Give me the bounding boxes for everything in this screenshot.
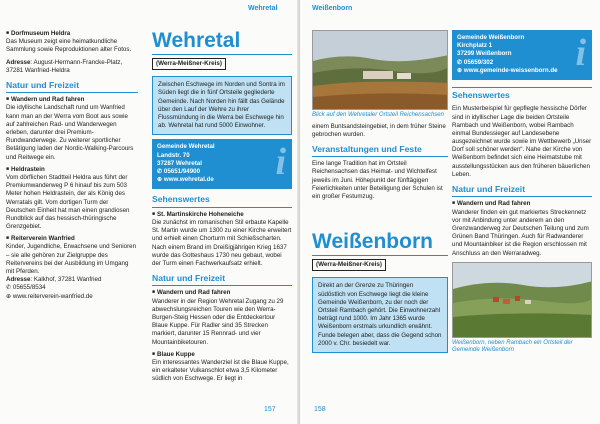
page-number-left: 157	[264, 406, 276, 413]
section-heading-nature: Natur und Freizeit	[452, 184, 592, 197]
info-icon: i	[275, 141, 286, 184]
info-icon: i	[575, 32, 586, 74]
photo-caption: Weißenborn, neben Rambach ein Ortsteil der Gemeinde Weißenborn	[452, 339, 573, 354]
contact-name: Gemeinde Weißenborn	[457, 34, 525, 41]
section-heading-sights: Sehenswertes	[452, 87, 592, 102]
left-col-1	[6, 30, 138, 301]
kuppe-title: ■ Blaue Kuppe	[152, 351, 292, 359]
phone-icon: ✆	[457, 58, 464, 66]
address-value: : Kalkhof, 37281 Wanfried	[30, 276, 102, 284]
region-label: (Werra-Meißner-Kreis)	[152, 58, 226, 70]
contact-box	[452, 30, 592, 80]
contact-name: Gemeinde Wehretal	[157, 143, 215, 151]
running-head-right: Weißenborn	[312, 5, 353, 12]
riding-address	[6, 276, 138, 284]
landscape-image	[313, 31, 448, 110]
right-col-1	[312, 30, 448, 353]
spacer	[312, 205, 448, 231]
section-heading-nature: Natur und Freizeit	[6, 80, 138, 93]
page-number-right: 158	[314, 406, 326, 413]
intro-continued: einem Buntsandsteingebiet, in dem früher Steine gebrochen wurden.	[312, 122, 446, 138]
contact-box	[152, 139, 292, 189]
hiking-text: Wanderer in der Region Wehretal Zugang zu 29 abwechslungsreichen Touren wie den Werra-Burgen-Steig Hessen oder die Entdeckertour Blaue Kuppe. Für Radler sind 35 Strecken markiert, darunter 15 Rennrad- und vier Mountainbiketouren.	[152, 297, 284, 346]
hiking-title: ■ Wandern und Rad fahren	[452, 200, 592, 208]
sights-text: Ein Musterbeispiel für gepflegte hessische Dörfer sind in idyllischer Lage die beiden Ortsteile Rambach und Weißenborn, wobei Rambach einmal Bundessieger auf Landesebene ausgezeichnet wurde sowie im Wettbewerb „Unser Dorf soll schöner werden“. Nahe der Kirche von Weißenborn befindet sich eine Heimatstube mit ausstellungsstücken aus den früheren bäuerlichen Leben.	[452, 105, 592, 178]
address-label: Adresse	[6, 276, 31, 284]
museum-text: Das Museum zeigt eine heimatkundliche Sammlung sowie Reproduktionen alter Fotos.	[6, 38, 132, 54]
web-link[interactable]: www.gemeinde-weissenborn.de	[463, 66, 558, 74]
globe-icon: ⊕	[157, 176, 164, 184]
riding-phone	[6, 284, 138, 292]
phone-value: 05655/8534	[12, 284, 46, 292]
address-value: : August-Hermann-Francke-Platz, 37281 Wanfried-Heldra	[6, 58, 123, 74]
phone-icon: ✆	[6, 284, 13, 292]
events-text: Eine lange Tradition hat im Ortsteil Reichensachsen das Heimat- und Wichtelfest jeweils im Juni. Höhepunkt der fünftägigen Feierlichkeiten unter Beteiligung der Schulen ist ein großer Festumzug.	[312, 160, 443, 200]
riding-title: ■ Reiterverein Wanfried	[6, 235, 138, 243]
contact-street: Landstr. 70	[157, 151, 190, 159]
museum-title: ■ Dorfmuseum Heldra	[6, 30, 138, 38]
section-heading-events: Veranstaltungen und Feste	[312, 144, 448, 157]
riding-text: Kinder, Jugendliche, Erwachsene und Senioren – sie alle gehören zur Zielgruppe des Reitervereins bei der Ausbildung im Umgang mit Pferden.	[6, 243, 137, 276]
intro-box: Zwischen Eschwege im Norden und Sontra im Süden liegt die in fünf Ortsteile gegliederte Gemeinde. Nach Norden hin fällt das Gelände über den Lauf der Wehre zu ihrer Flussmündung in die Werra bei Eschwege hin ab. Wehretal hat rund 5000 Einwohner.	[152, 76, 292, 135]
contact-web[interactable]	[457, 67, 587, 75]
left-col-2	[152, 30, 292, 383]
hiking-title: ■ Wandern und Rad fahren	[6, 96, 138, 104]
heldrastein-title: ■ Heldrastein	[6, 166, 138, 174]
phone-value: 05651/94900	[163, 167, 201, 175]
church-title: ■ St. Martinskirche Hoheneiche	[152, 211, 292, 219]
riding-web[interactable]	[6, 293, 138, 301]
contact-city: 37287 Wehretal	[157, 159, 202, 167]
museum-address	[6, 59, 138, 75]
place-title: Wehretal	[152, 30, 292, 55]
place-title: Weißenborn	[312, 231, 448, 256]
contact-street: Kirchplatz 1	[457, 42, 493, 50]
globe-icon: ⊕	[457, 66, 464, 74]
contact-phone	[157, 168, 287, 176]
contact-web[interactable]	[157, 176, 287, 184]
web-link[interactable]: www.wehretal.de	[163, 176, 214, 184]
web-link[interactable]: www.reiterverein-wanfried.de	[12, 292, 93, 300]
hiking-text: Die idyllische Landschaft rund um Wanfried kann man an der Werra vom Boot aus sowie auf zahlreichen Rad- und Wanderwegen erleben, darunter drei Premium-Rundwanderwege. Zu weiterer sportlicher Betätigung laden der Nordic-Walking-Parcours und Reitwege ein.	[6, 104, 134, 161]
hiking-title: ■ Wandern und Rad fahren	[152, 289, 292, 297]
photo-weissenborn	[452, 262, 592, 338]
running-head-left: Wehretal	[248, 5, 278, 12]
address-label: Adresse	[6, 58, 31, 66]
church-text: Die zunächst im romanischen Stil erbaute Kapelle St. Martin wurde um 1300 zu einer Kirche erweitert und erhielt einen Chorturm mit Schießscharten. Nach einem Brand im Dreißigjährigen Krieg 1637 wurde das Gotteshaus 1730 neu gebaut, wobei der Turm einen Fachwerkaufsatz erhielt.	[152, 218, 292, 267]
intro-box: Direkt an der Grenze zu Thüringen südöstlich von Eschwege liegt die kleine Gemeinde Weißenborn, zu der noch der Ortsteil Rambach gehört. Die Einwohnerzahl beträgt rund 1000. Im Jahr 1365 wurde Weißenborn erstmals urkundlich erwähnt. Funde belegen aber, dass die Gegend schon 2000 v. Chr. besiedelt war.	[312, 277, 448, 353]
hiking-text: Wanderer finden ein gut markiertes Streckennetz vor mit Anbindung unter anderem an den Grenzwanderweg zur Deutschen Teilung und zum Grünen Band Thüringen. Auch für Radwanderer und Mountainbiker ist die Region erschlossen mit Anschluss an den Werraradweg.	[452, 208, 589, 257]
contact-phone	[457, 59, 587, 67]
region-label: (Werra-Meißner-Kreis)	[312, 259, 386, 271]
phone-value: 05659/302	[463, 58, 494, 66]
globe-icon: ⊕	[6, 292, 13, 300]
photo-caption: Blick auf den Wehretaler Ortsteil Reichensachsen	[312, 112, 444, 118]
phone-icon: ✆	[157, 167, 164, 175]
right-page	[300, 0, 600, 424]
kuppe-text: Ein interessantes Wanderziel ist die Blaue Kuppe, ein erkalteter Vulkanschlot etwa 3,5 Kilometer südlich von Eschwege. Er liegt in	[152, 358, 289, 383]
section-heading-sights: Sehenswertes	[152, 194, 292, 207]
contact-city: 37299 Weißenborn	[457, 50, 512, 58]
right-col-2	[452, 30, 592, 355]
heldrastein-text: Vom dörflichen Stadtteil Heldra aus führt der Premiumwanderweg P 6 hinauf bis zum 503 Meter hohen Heldrastein, der als König des Werratals gilt. Vom dortigen Turm der Deutschen Einheit hat man einen grandiosen Rundblick auf das hessisch-thüringische Grenzgebiet.	[6, 173, 130, 231]
section-heading-nature: Natur und Freizeit	[152, 273, 292, 286]
village-image	[453, 263, 592, 338]
photo-reichensachsen	[312, 30, 448, 110]
